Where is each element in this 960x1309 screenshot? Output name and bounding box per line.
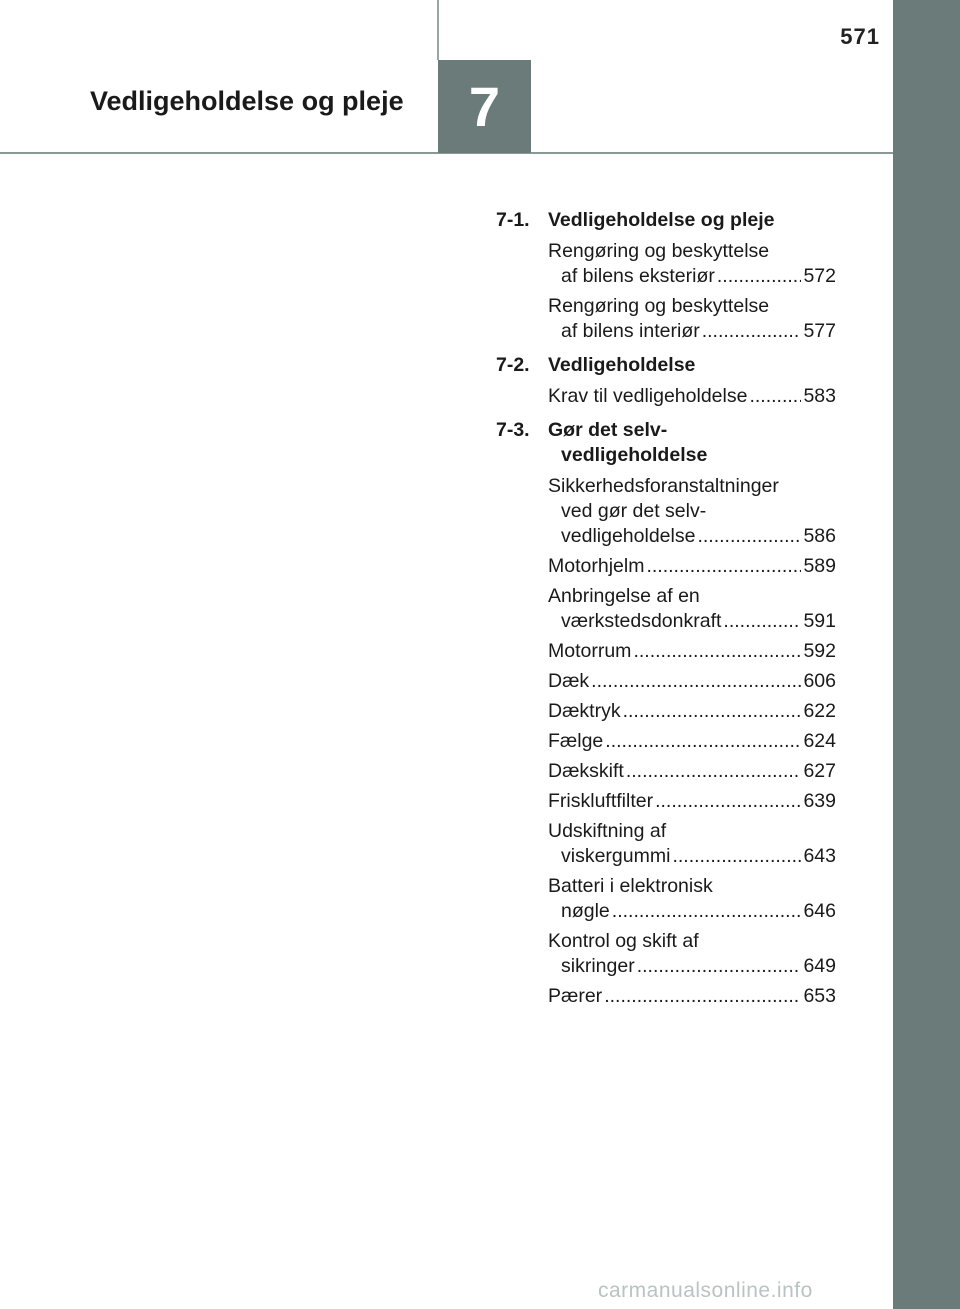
toc-entry[interactable] bbox=[548, 789, 836, 814]
dot-leader bbox=[702, 319, 802, 344]
dot-leader bbox=[612, 899, 802, 924]
toc-entry-text: af bilens eksteriør bbox=[561, 265, 715, 287]
dot-leader bbox=[672, 844, 801, 869]
toc-entry-text: ved gør det selv- bbox=[561, 500, 707, 522]
toc-page-number: 591 bbox=[803, 610, 836, 632]
chapter-number-badge: 7 bbox=[438, 60, 531, 153]
dot-leader bbox=[626, 759, 802, 784]
toc-entry[interactable] bbox=[548, 294, 836, 344]
table-of-contents bbox=[496, 208, 836, 1018]
toc-section bbox=[496, 418, 836, 1009]
dot-leader bbox=[604, 984, 801, 1009]
section-heading bbox=[496, 208, 836, 233]
toc-page-number: 639 bbox=[803, 790, 836, 812]
toc-entry[interactable] bbox=[548, 384, 836, 409]
toc-page-number: 646 bbox=[803, 900, 836, 922]
dot-leader bbox=[723, 609, 801, 634]
toc-entry-line bbox=[548, 899, 836, 924]
toc-entry-line bbox=[548, 609, 836, 634]
toc-entry-line bbox=[548, 264, 836, 289]
toc-entry-line bbox=[548, 729, 836, 754]
dot-leader bbox=[655, 789, 801, 814]
dot-leader bbox=[637, 954, 802, 979]
toc-entry[interactable] bbox=[548, 874, 836, 924]
dot-leader bbox=[591, 669, 801, 694]
toc-entry[interactable] bbox=[548, 699, 836, 724]
toc-entry-line bbox=[548, 954, 836, 979]
toc-entry[interactable] bbox=[548, 239, 836, 289]
toc-page-number: 592 bbox=[803, 640, 836, 662]
toc-entry-line bbox=[548, 844, 836, 869]
toc-entry-line bbox=[548, 499, 836, 524]
toc-entry[interactable] bbox=[548, 474, 836, 549]
toc-entry-line bbox=[548, 474, 836, 499]
toc-entry[interactable] bbox=[548, 584, 836, 634]
section-title-line: Gør det selv- bbox=[548, 419, 668, 441]
toc-entry-line bbox=[548, 554, 836, 579]
section-heading bbox=[496, 418, 836, 468]
toc-entry-text: Krav til vedligeholdelse bbox=[548, 385, 748, 407]
toc-entry-line bbox=[548, 819, 836, 844]
toc-entry-text: Dæktryk bbox=[548, 700, 621, 722]
toc-entry-text: Fælge bbox=[548, 730, 604, 752]
toc-entry-text: nøgle bbox=[561, 900, 610, 922]
toc-entry-line bbox=[548, 584, 836, 609]
dot-leader bbox=[749, 384, 801, 409]
toc-entry-text: Motorhjelm bbox=[548, 555, 645, 577]
toc-entry-text: sikringer bbox=[561, 955, 635, 977]
section-number: 7-2. bbox=[496, 354, 530, 376]
dot-leader bbox=[605, 729, 801, 754]
toc-section bbox=[496, 353, 836, 409]
watermark: carmanualsonline.info bbox=[598, 1279, 813, 1302]
toc-entry-line bbox=[548, 294, 836, 319]
toc-entry-line bbox=[548, 929, 836, 954]
toc-entry-text: viskergummi bbox=[561, 845, 671, 867]
section-title bbox=[548, 353, 836, 378]
toc-page-number: 653 bbox=[803, 985, 836, 1007]
toc-entry-text: Udskiftning af bbox=[548, 820, 667, 842]
section-title bbox=[548, 208, 836, 233]
toc-page-number: 649 bbox=[803, 955, 836, 977]
toc-page-number: 577 bbox=[803, 320, 836, 342]
toc-entry-text: Dæk bbox=[548, 670, 590, 692]
dot-leader bbox=[717, 264, 802, 289]
toc-entry-text: Rengøring og beskyttelse bbox=[548, 240, 770, 262]
section-title-line: vedligeholdelse bbox=[561, 444, 708, 466]
toc-page-number: 572 bbox=[803, 265, 836, 287]
section-title-line: Vedligeholdelse og pleje bbox=[548, 209, 775, 231]
section-title bbox=[548, 418, 836, 468]
toc-entry-text: Rengøring og beskyttelse bbox=[548, 295, 770, 317]
toc-entry-line bbox=[548, 384, 836, 409]
toc-entry-line bbox=[548, 789, 836, 814]
toc-entry-text: Dækskift bbox=[548, 760, 624, 782]
header-divider bbox=[437, 0, 439, 60]
toc-page-number: 606 bbox=[803, 670, 836, 692]
section-number: 7-3. bbox=[496, 419, 530, 441]
toc-entry-line bbox=[548, 639, 836, 664]
toc-entry-text: Pærer bbox=[548, 985, 603, 1007]
toc-entry-text: Sikkerhedsforanstaltninger bbox=[548, 475, 779, 497]
dot-leader bbox=[633, 639, 801, 664]
section-number: 7-1. bbox=[496, 209, 530, 231]
toc-section bbox=[496, 208, 836, 344]
toc-entry-line bbox=[548, 984, 836, 1009]
toc-entry[interactable] bbox=[548, 929, 836, 979]
toc-page-number: 586 bbox=[803, 525, 836, 547]
toc-entry-text: Friskluftfilter bbox=[548, 790, 654, 812]
toc-entry[interactable] bbox=[548, 554, 836, 579]
page-number: 571 bbox=[840, 24, 880, 49]
toc-page-number: 643 bbox=[803, 845, 836, 867]
toc-entry-text: Kontrol og skift af bbox=[548, 930, 699, 952]
toc-entry-text: værkstedsdonkraft bbox=[561, 610, 722, 632]
toc-entry-line bbox=[548, 524, 836, 549]
section-title-line: Vedligeholdelse bbox=[548, 354, 696, 376]
toc-entry[interactable] bbox=[548, 669, 836, 694]
toc-entry[interactable] bbox=[548, 759, 836, 784]
toc-entry-text: af bilens interiør bbox=[561, 320, 700, 342]
toc-entry-line bbox=[548, 874, 836, 899]
toc-entry-line bbox=[548, 669, 836, 694]
toc-entry-text: Anbringelse af en bbox=[548, 585, 700, 607]
dot-leader bbox=[646, 554, 801, 579]
toc-entry-line bbox=[548, 699, 836, 724]
chapter-side-tab bbox=[893, 0, 960, 1309]
toc-entry[interactable] bbox=[548, 639, 836, 664]
chapter-title: Vedligeholdelse og pleje bbox=[90, 86, 404, 116]
toc-page-number: 622 bbox=[803, 700, 836, 722]
section-heading bbox=[496, 353, 836, 378]
toc-entry-line bbox=[548, 759, 836, 784]
toc-page-number: 627 bbox=[803, 760, 836, 782]
toc-page-number: 624 bbox=[803, 730, 836, 752]
dot-leader bbox=[697, 524, 801, 549]
toc-page-number: 589 bbox=[803, 555, 836, 577]
toc-entry-text: Motorrum bbox=[548, 640, 632, 662]
toc-entry-text: Batteri i elektronisk bbox=[548, 875, 713, 897]
toc-entry-text: vedligeholdelse bbox=[561, 525, 696, 547]
toc-entry[interactable] bbox=[548, 819, 836, 869]
toc-entry-line bbox=[548, 239, 836, 264]
dot-leader bbox=[623, 699, 802, 724]
toc-entry[interactable] bbox=[548, 729, 836, 754]
toc-entry-line bbox=[548, 319, 836, 344]
toc-page-number: 583 bbox=[803, 385, 836, 407]
toc-entry[interactable] bbox=[548, 984, 836, 1009]
